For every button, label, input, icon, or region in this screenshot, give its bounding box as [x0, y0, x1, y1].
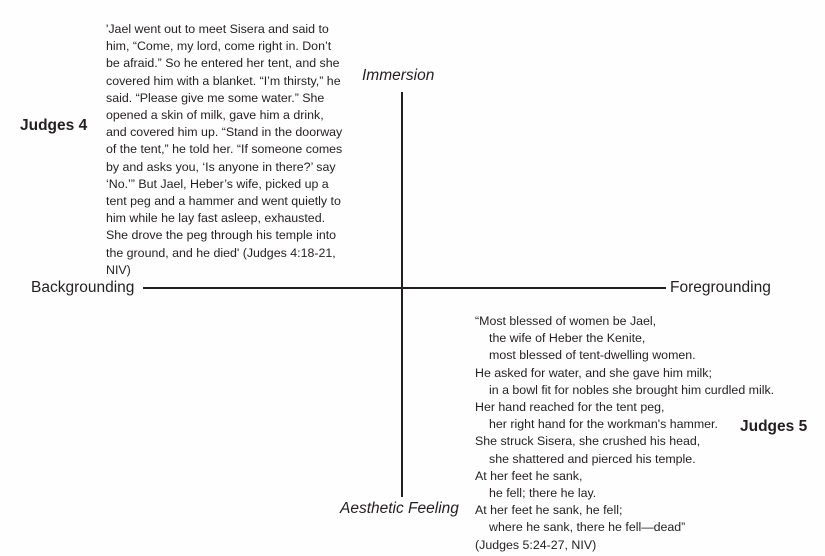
corpus-label-judges-5: Judges 5	[740, 418, 808, 435]
poetry-line: her right hand for the workman's hammer.	[489, 417, 718, 432]
corpus-label-judges-4: Judges 4	[20, 117, 88, 134]
poetry-line: the wife of Heber the Kenite,	[489, 331, 646, 346]
poetry-line: where he sank, there he fell—dead”	[489, 520, 686, 535]
axis-label-backgrounding: Backgrounding	[31, 279, 135, 296]
axis-label-immersion: Immersion	[362, 67, 435, 84]
poetry-line: he fell; there he lay.	[489, 486, 597, 501]
poetry-line: in a bowl fit for nobles she brought him curdled milk.	[489, 382, 775, 397]
poetry-line: She struck Sisera, she crushed his head,	[475, 434, 701, 449]
poetry-line: (Judges 5:24-27, NIV)	[475, 537, 597, 552]
poetry-line: At her feet he sank, he fell;	[475, 503, 623, 518]
horizontal-axis-line	[143, 287, 666, 289]
poetry-line: Her hand reached for the tent peg,	[475, 400, 665, 415]
poetry-line: “Most blessed of women be Jael,	[475, 314, 657, 328]
passage-poetry-judges-5	[475, 313, 808, 554]
poetry-line: He asked for water, and she gave him milk;	[475, 365, 712, 380]
vertical-axis-line	[401, 92, 403, 497]
poetry-line: she shattered and pierced his temple.	[489, 451, 696, 466]
axis-label-foregrounding: Foregrounding	[670, 279, 771, 296]
poetry-line: most blessed of tent-dwelling women.	[489, 348, 696, 363]
passage-prose-judges-4: 'Jael went out to meet Sisera and said to him, “Come, my lord, come right in. Don’t be afraid.” So he entered her tent, and she covered him with a blanket. “I’m thirsty,” he said. “Please give me some water.” She opened a skin of milk, gave him a drink, and covered him up. “Stand in the doorway of the tent,” he told her. “If someone comes by and asks you, ‘Is anyone in there?’ say ‘No.’” But Jael, Heber’s wife, picked up a tent peg and a hammer and went quietly to him while he lay fast asleep, exhausted. She drove the peg through his temple into the ground, and he died' (Judges 4:18-21, NIV)	[106, 22, 343, 277]
poetry-line: At her feet he sank,	[475, 468, 583, 483]
axis-label-aesthetic-feeling: Aesthetic Feeling	[340, 500, 459, 517]
